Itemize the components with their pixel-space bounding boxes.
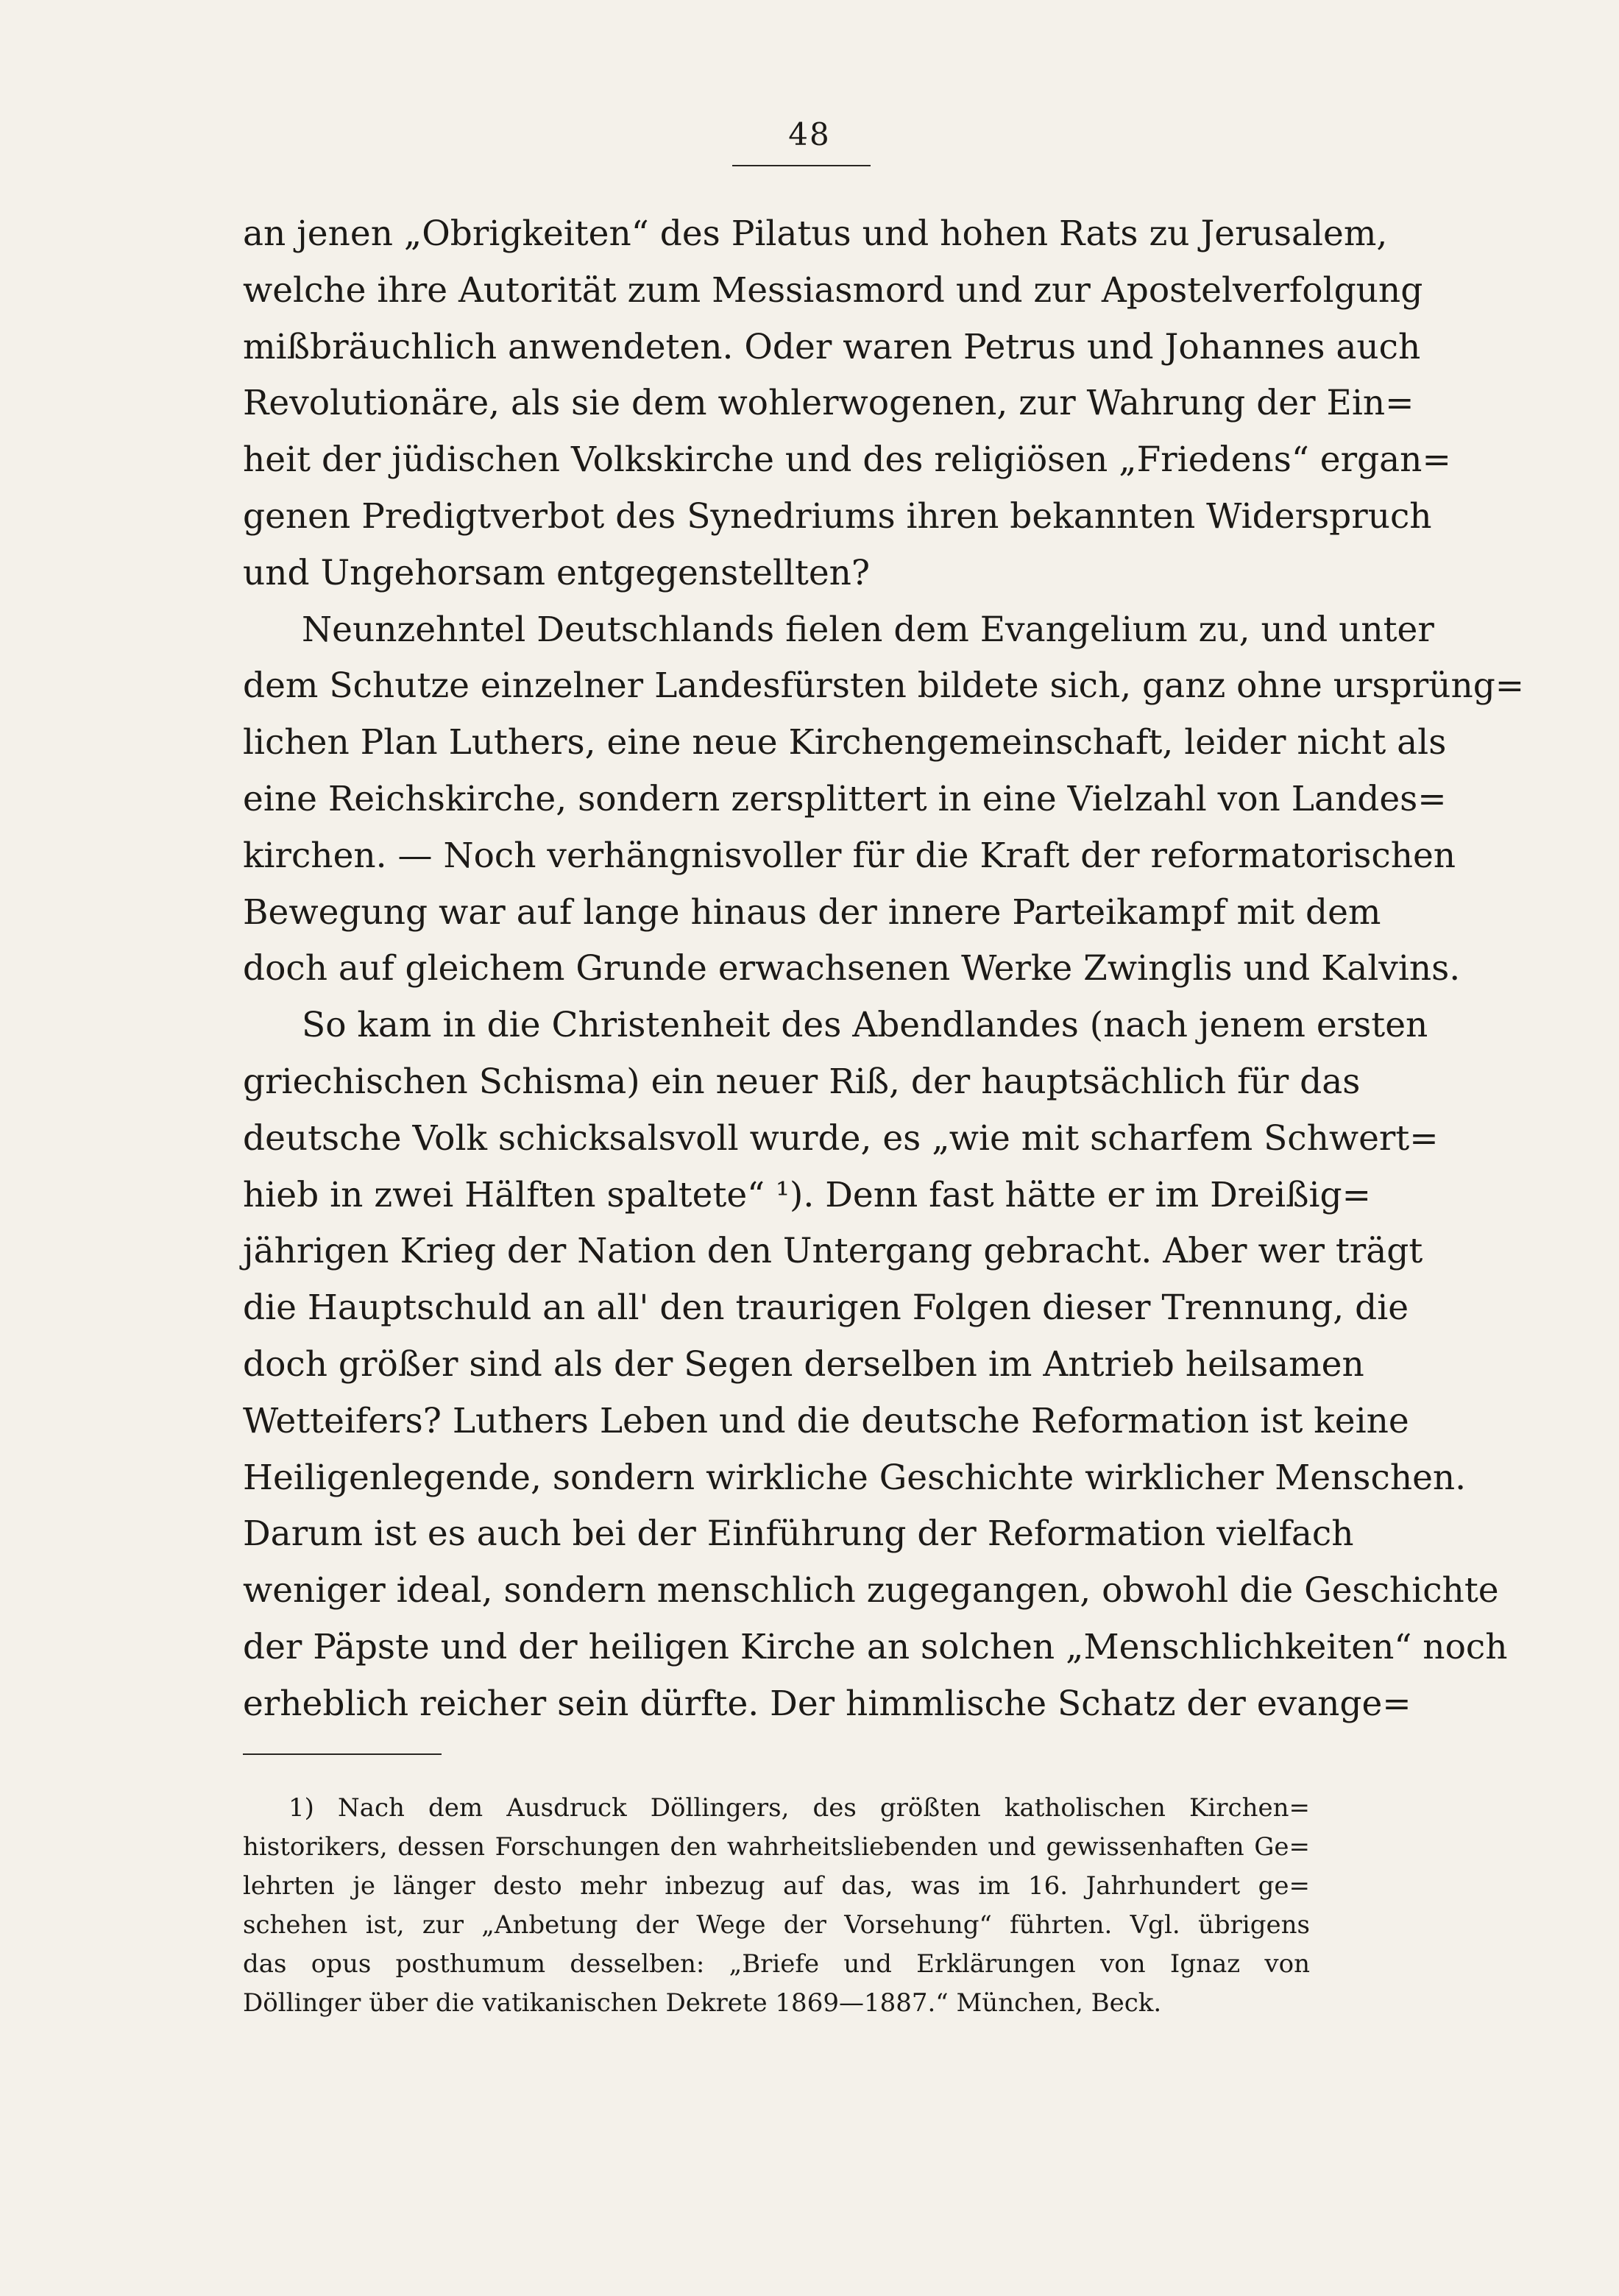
text-line: genen Predigtverbot des Synedriums ihren bekannten Widerspruch [243,495,1432,537]
text-line: die Hauptschuld an all' den traurigen Folgen dieser Trennung, die [243,1287,1409,1329]
text-line: Heiligenlegende, sondern wirkliche Geschichte wirklicher Menschen. [243,1457,1467,1498]
footnote-line: schehen ist, zur „Anbetung der Wege der Vorsehung“ führten. Vgl. übrigens [243,1910,1310,1940]
text-line: hieb in zwei Hälften spaltete“ ¹). Denn fast hätte er im Dreißig= [243,1174,1372,1215]
text-line: Wetteifers? Luthers Leben und die deutsche Reformation ist keine [243,1400,1409,1441]
text-line: So kam in die Christenheit des Abendlandes (nach jenem ersten [302,1005,1428,1046]
text-line: Bewegung war auf lange hinaus der innere Parteikampf mit dem [243,891,1381,933]
text-line: doch größer sind als der Segen derselben im Antrieb heilsamen [243,1343,1364,1385]
footnote-line: 1) Nach dem Ausdruck Döllingers, des größten katholischen Kirchen= [288,1793,1310,1823]
footnote-line: das opus posthumum desselben: „Briefe und Erklärungen von Ignaz von [243,1949,1310,1979]
footnote-rule [243,1753,442,1755]
main-text [243,206,1525,1733]
footnote-line: historikers, dessen Forschungen den wahrheitsliebenden und gewissenhaften Ge= [243,1832,1310,1862]
footnote-line: Döllinger über die vatikanischen Dekrete 1869—1887.“ München, Beck. [243,1988,1162,2018]
text-line: und Ungehorsam entgegenstellten? [243,552,871,593]
footnote [243,1789,1310,2023]
text-line: heit der jüdischen Volkskirche und des religiösen „Friedens“ ergan= [243,439,1451,481]
text-line: der Päpste und der heiligen Kirche an solchen „Menschlichkeiten“ noch [243,1626,1508,1667]
text-line: griechischen Schisma) ein neuer Riß, der hauptsächlich für das [243,1061,1361,1102]
text-line: Darum ist es auch bei der Einführung der Reformation vielfach [243,1513,1354,1555]
text-line: erheblich reicher sein dürfte. Der himmlische Schatz der evange= [243,1683,1411,1724]
text-line: Revolutionäre, als sie dem wohlerwogenen, zur Wahrung der Ein= [243,383,1414,424]
text-line: eine Reichskirche, sondern zersplittert in eine Vielzahl von Landes= [243,778,1447,819]
text-line: dem Schutze einzelner Landesfürsten bildete sich, ganz ohne ursprüng= [243,665,1525,707]
text-line: kirchen. — Noch verhängnisvoller für die Kraft der reformatorischen [243,835,1456,876]
text-line: lichen Plan Luthers, eine neue Kirchengemeinschaft, leider nicht als [243,722,1447,763]
page-number: 48 [788,116,831,152]
text-line: an jenen „Obrigkeiten“ des Pilatus und hohen Rats zu Jerusalem, [243,213,1388,254]
header-rule [732,165,871,166]
text-line: mißbräuchlich anwendeten. Oder waren Petrus und Johannes auch [243,326,1421,367]
text-line: Neunzehntel Deutschlands fielen dem Evangelium zu, und unter [302,609,1434,650]
text-line: jährigen Krieg der Nation den Untergang gebracht. Aber wer trägt [243,1231,1423,1272]
footnote-line: lehrten je länger desto mehr inbezug auf das, was im 16. Jahrhundert ge= [243,1871,1310,1901]
text-line: weniger ideal, sondern menschlich zugegangen, obwohl die Geschichte [243,1570,1499,1611]
text-line: welche ihre Autorität zum Messiasmord und zur Apostelverfolgung [243,269,1423,311]
text-line: doch auf gleichem Grunde erwachsenen Werke Zwinglis und Kalvins. [243,948,1461,989]
text-line: deutsche Volk schicksalsvoll wurde, es „wie mit scharfem Schwert= [243,1117,1439,1159]
